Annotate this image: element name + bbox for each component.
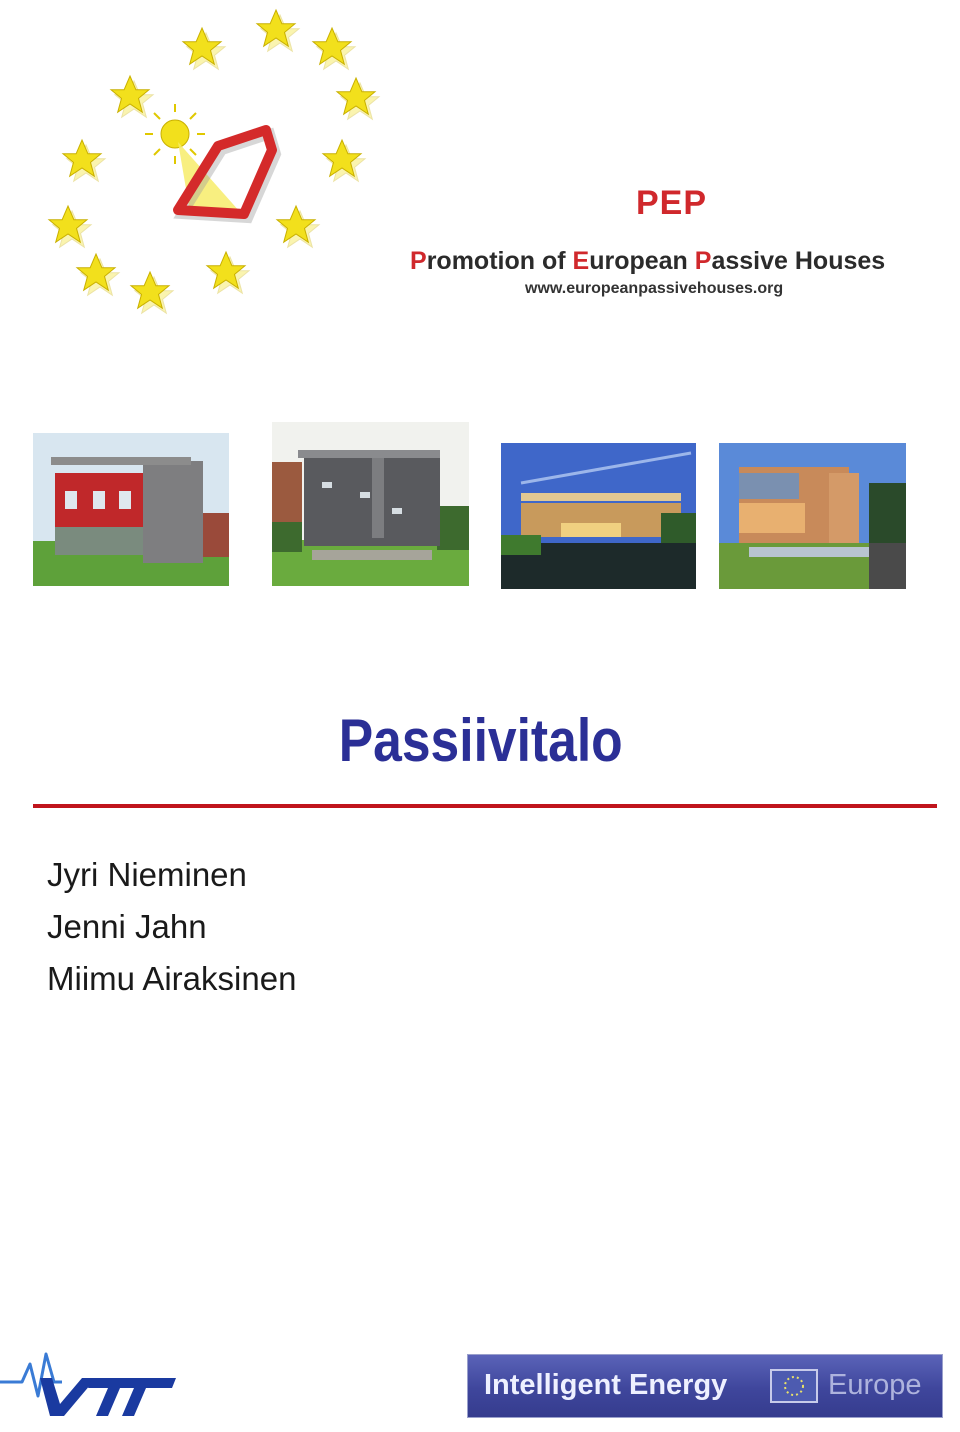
title-divider (33, 804, 937, 808)
subtitle-word: assive Houses (711, 247, 886, 275)
author-name: Jenni Jahn (47, 908, 207, 945)
subtitle-initial: P (694, 247, 712, 275)
vtt-logo (0, 1350, 178, 1416)
subtitle-word: uropean (589, 247, 695, 275)
pep-acronym: PEP (636, 184, 708, 222)
star-circle-logo (40, 0, 400, 330)
pep-url[interactable]: www.europeanpassivehouses.org (525, 280, 784, 297)
photo-house-red (33, 433, 229, 586)
author-name: Jyri Nieminen (47, 856, 247, 893)
photo-building-wood (719, 443, 906, 589)
subtitle-initial: E (572, 247, 590, 275)
subtitle-initial: P (410, 247, 427, 275)
pep-full-name (410, 247, 885, 276)
photo-building-long (501, 443, 696, 589)
photo-house-grey (272, 422, 469, 586)
subtitle-word: romotion of (426, 247, 573, 275)
ie-logo-europe: Europe (828, 1369, 922, 1401)
ie-logo-text: Intelligent Energy (484, 1369, 728, 1401)
intelligent-energy-europe-logo (467, 1354, 943, 1418)
document-title: Passiivitalo (338, 707, 623, 774)
author-list (47, 849, 296, 1005)
eu-flag-icon (770, 1369, 818, 1403)
author-name: Miimu Airaksinen (47, 960, 297, 997)
